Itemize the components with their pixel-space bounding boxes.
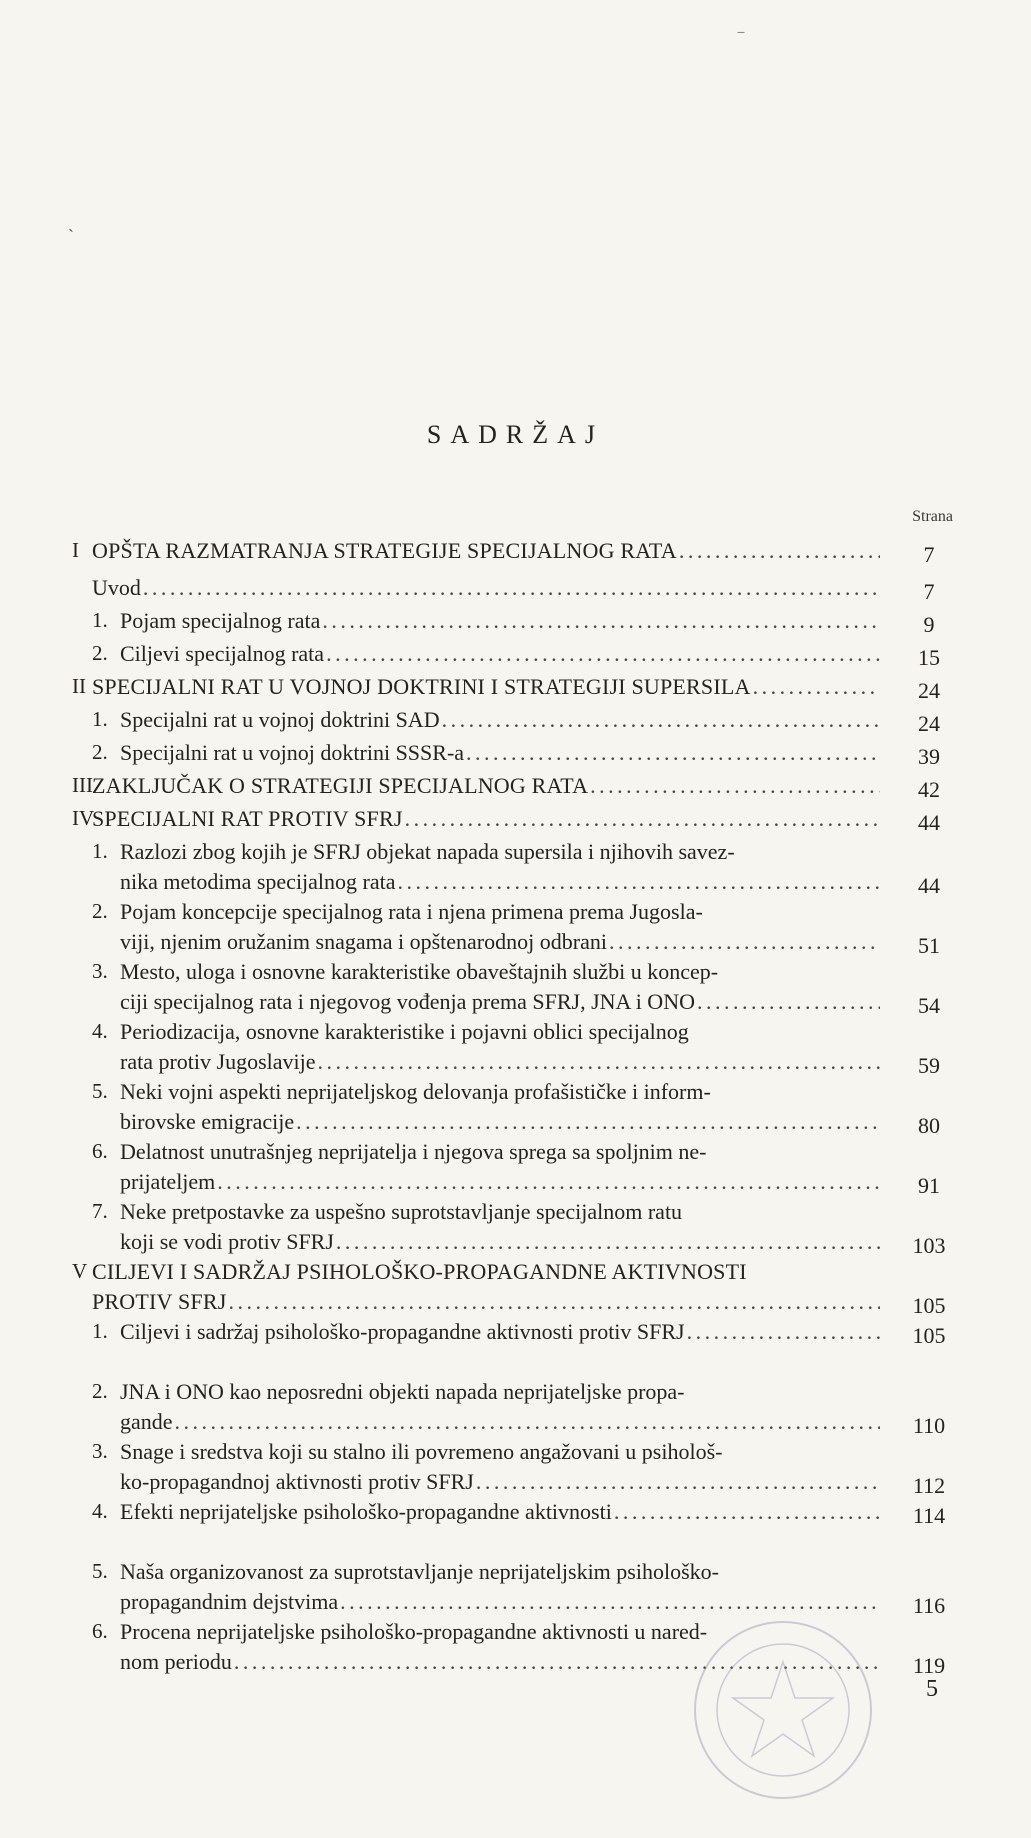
toc-entry-title: Pojam koncepcije specijalnog rata i njena primena prema Jugosla- [120,899,703,924]
leader-dots [228,1289,880,1315]
toc-page-number: 59 [918,1053,940,1078]
leader-dots [476,1469,880,1495]
toc-entry-number: 1. [92,707,108,731]
toc-entry-title: Snage i sredstva koji su stalno ili povremeno angažovani u psihološ- [120,1439,723,1464]
toc-page-number: 42 [918,777,940,802]
toc-entry-title: rata protiv Jugoslavije [120,1049,316,1074]
toc-entry-number: 1. [92,1319,108,1343]
toc-entry-title: Procena neprijateljske psihološko-propagandne aktivnosti u nared- [120,1619,708,1644]
toc-entry-number: 2. [92,641,108,665]
toc-entry-number: 6. [92,1619,108,1643]
toc-entry-number: 2. [92,1379,108,1403]
toc-entry-title: Neki vojni aspekti neprijateljskog delovanja profašističke i inform- [120,1079,711,1104]
toc-entry-title: Neke pretpostavke za uspešno suprotstavljanje specijalnom ratu [120,1199,683,1224]
toc-entry-number: 4. [92,1499,108,1523]
toc-entry-title: SPECIJALNI RAT U VOJNOJ DOKTRINI I STRATEGIJI SUPERSILA [92,674,751,699]
leader-dots [326,641,880,667]
toc-entry-title: Pojam specijalnog rata [120,608,321,633]
toc-entry-title: Specijalni rat u vojnoj doktrini SSSR-a [120,740,465,765]
toc-entry-number: 3. [92,959,108,983]
toc-page-number: 116 [912,1593,946,1618]
leader-dots [217,1169,880,1195]
scan-mark: ˏ [68,212,74,232]
leader-dots [753,674,880,700]
toc-entry-number: I [72,538,79,562]
leader-dots [296,1109,880,1135]
toc-entry-number: III [72,773,93,797]
toc-entry-title: prijateljem [120,1169,216,1194]
toc-entry-number: 7. [92,1199,108,1223]
toc-entry-title: ciji specijalnog rata i njegovog vođenja prema SFRJ, JNA i ONO [120,989,695,1014]
toc-entry-title: propagandnim dejstvima [120,1589,339,1614]
toc-entry-title: PROTIV SFRJ [92,1289,227,1314]
toc-heading: SADRŽAJ [426,420,605,449]
toc-entry-number: 4. [92,1019,108,1043]
leader-dots [679,538,880,564]
toc-entry-title: birovske emigracije [120,1109,295,1134]
scan-mark: ‾ [738,30,744,50]
toc-entry-title: viji, njenim oružanim snagama i opštenarodnoj odbrani [120,929,607,954]
toc-page-number: 110 [912,1413,946,1438]
leader-dots [336,1229,880,1255]
leader-dots [405,806,880,832]
leader-dots [590,773,880,799]
leader-dots [442,707,880,733]
leader-dots [398,869,880,895]
toc-entry-number: 2. [92,740,108,764]
toc-page-number: 24 [918,678,940,703]
toc-entry-title: ko-propagandnoj aktivnosti protiv SFRJ [120,1469,474,1494]
leader-dots [322,608,880,634]
toc-entry-title: Specijalni rat u vojnoj doktrini SAD [120,707,440,732]
toc-entry-title: Uvod [92,575,141,600]
toc-page-number: 15 [918,645,940,670]
toc-page-number: 119 [912,1653,946,1678]
toc-entry-title: CILJEVI I SADRŽAJ PSIHOLOŠKO-PROPAGANDNE AKTIVNOSTI [92,1259,747,1284]
toc-page-number: 39 [918,744,940,769]
leader-dots [466,740,880,766]
toc-entry-number: II [72,674,86,698]
toc-entry-title: Naša organizovanost za suprotstavljanje neprijateljskim psihološko- [120,1559,719,1584]
page-number: 5 [926,1676,938,1702]
toc-entry-number: 3. [92,1439,108,1463]
toc-entry-title: ZAKLJUČAK O STRATEGIJI SPECIJALNOG RATA [92,773,589,798]
toc-page-number: 80 [918,1113,940,1138]
toc-entry-title: Razlozi zbog kojih je SFRJ objekat napada supersila i njihovih savez- [120,839,735,864]
toc-page-number: 24 [918,711,940,736]
page-column-label: Strana [912,508,953,525]
toc-page-number: 112 [912,1473,946,1498]
leader-dots [609,929,880,955]
toc-entry-title: nika metodima specijalnog rata [120,869,396,894]
toc-entry-title: Ciljevi i sadržaj psihološko-propagandne aktivnosti protiv SFRJ [120,1319,685,1344]
toc-entry-number: 6. [92,1139,108,1163]
toc-entry-number: 1. [92,839,108,863]
leader-dots [175,1409,880,1435]
toc-entry-number: 5. [92,1559,108,1583]
toc-page-number: 103 [912,1233,946,1258]
toc-entry-title: SPECIJALNI RAT PROTIV SFRJ [92,806,403,831]
toc-page-number: 7 [923,542,935,567]
library-stamp [688,1610,878,1810]
toc-entry-title: nom periodu [120,1649,232,1674]
leader-dots [318,1049,880,1075]
leader-dots [687,1319,880,1345]
toc-page-number: 7 [923,579,935,604]
toc-entry-title: Delatnost unutrašnjeg neprijatelja i njegova sprega sa spoljnim ne- [120,1139,707,1164]
toc-page-number: 114 [912,1503,946,1528]
toc-page-number: 54 [918,993,940,1018]
toc-page-number: 9 [923,612,935,637]
toc-page-number: 44 [918,873,940,898]
toc-entry-number: V [72,1259,88,1283]
toc-entry-number: 2. [92,899,108,923]
toc-page-number: 91 [918,1173,940,1198]
toc-page-number: 44 [918,810,940,835]
leader-dots [697,989,880,1015]
toc-entry-title: koji se vodi protiv SFRJ [120,1229,334,1254]
toc-entry-number: 1. [92,608,108,632]
toc-page-number: 105 [912,1293,946,1318]
toc-entry-number: 5. [92,1079,108,1103]
toc-entry-title: Ciljevi specijalnog rata [120,641,325,666]
toc-page-number: 51 [918,933,940,958]
toc-entry-title: Mesto, uloga i osnovne karakteristike obaveštajnih službi u koncep- [120,959,719,984]
leader-dots [143,575,880,601]
toc-page-number: 105 [912,1323,946,1348]
leader-dots [614,1499,880,1525]
toc-entry-title: Periodizacija, osnovne karakteristike i pojavni oblici specijalnog [120,1019,689,1044]
toc-entry-title: gande [120,1409,173,1434]
toc-entry-number: IV [72,806,95,830]
toc-entry-title: Efekti neprijateljske psihološko-propagandne aktivnosti [120,1499,612,1524]
toc-entry-title: OPŠTA RAZMATRANJA STRATEGIJE SPECIJALNOG RATA [92,538,677,563]
toc-entry-title: JNA i ONO kao neposredni objekti napada neprijateljske propa- [120,1379,685,1404]
